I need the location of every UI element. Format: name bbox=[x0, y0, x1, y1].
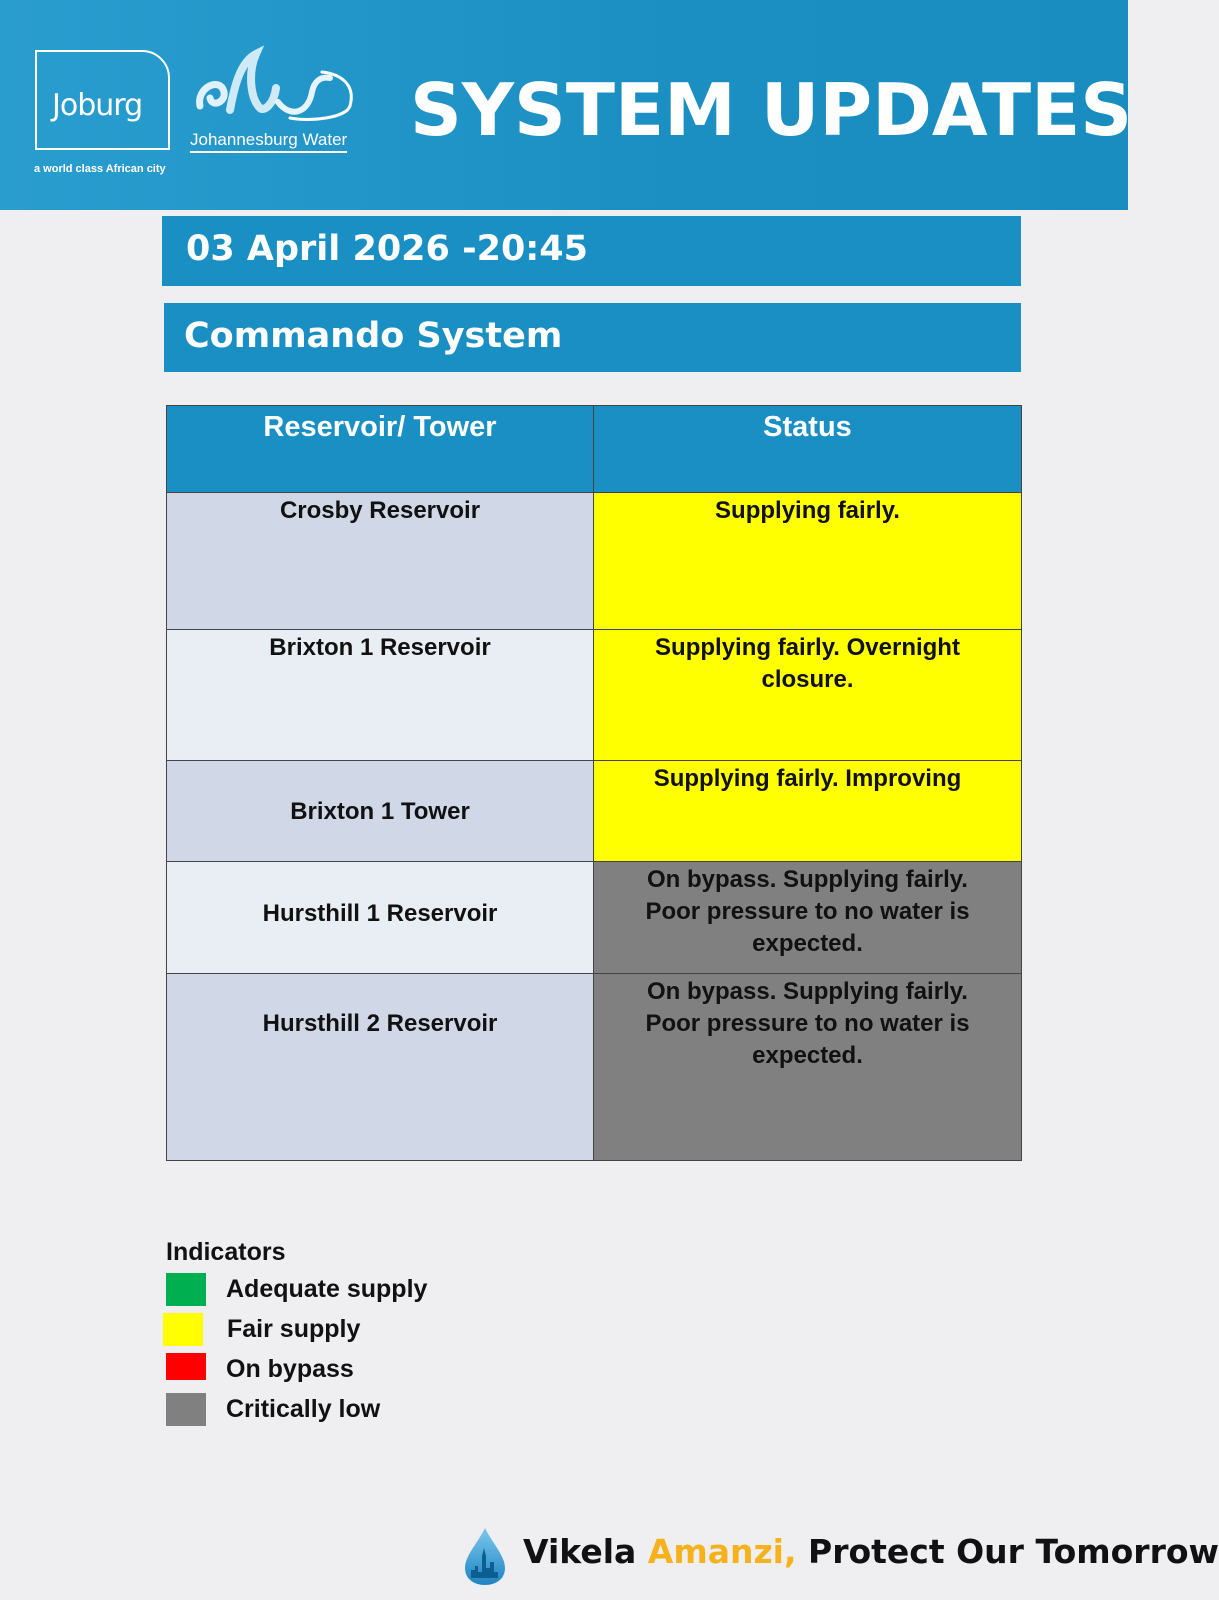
legend-label: Adequate supply bbox=[226, 1275, 428, 1303]
joburg-logo-text: Joburg bbox=[52, 88, 143, 123]
footer-text-accent: Amanzi, bbox=[647, 1532, 797, 1571]
reservoir-status: On bypass. Supplying fairly. Poor pressure to no water is expected. bbox=[594, 974, 1022, 1161]
system-name: Commando System bbox=[164, 303, 1021, 372]
column-header-reservoir: Reservoir/ Tower bbox=[167, 406, 594, 493]
legend-item-fair bbox=[166, 1313, 361, 1353]
table-row bbox=[167, 974, 1022, 1161]
legend-item-bypass bbox=[166, 1353, 354, 1393]
column-header-status: Status bbox=[594, 406, 1022, 493]
reservoir-status: Supplying fairly. bbox=[594, 493, 1022, 630]
legend-item-critical bbox=[166, 1393, 381, 1433]
reservoir-name: Brixton 1 Reservoir bbox=[167, 630, 594, 761]
legend-swatch bbox=[166, 1353, 206, 1380]
legend-title: Indicators bbox=[166, 1238, 286, 1266]
table-header-row bbox=[167, 406, 1022, 493]
footer-slogan bbox=[463, 1526, 1219, 1586]
joburg-logo bbox=[32, 48, 180, 178]
joburg-tagline: a world class African city bbox=[34, 163, 166, 175]
header-banner bbox=[0, 0, 1133, 210]
reservoir-status: On bypass. Supplying fairly. Poor pressure to no water is expected. bbox=[594, 862, 1022, 974]
indicators-legend bbox=[166, 1238, 428, 1433]
table-row bbox=[167, 493, 1022, 630]
reservoir-status: Supplying fairly. Overnight closure. bbox=[594, 630, 1022, 761]
table-row bbox=[167, 761, 1022, 862]
legend-label: Critically low bbox=[226, 1395, 381, 1423]
reservoir-name: Brixton 1 Tower bbox=[167, 761, 594, 862]
reservoir-status: Supplying fairly. Improving bbox=[594, 761, 1022, 862]
page-title: SYSTEM UPDATES bbox=[410, 68, 1133, 152]
reservoir-name: Crosby Reservoir bbox=[167, 493, 594, 630]
footer-text-part3: Protect Our Tomorrow bbox=[796, 1532, 1219, 1571]
reservoir-name: Hursthill 1 Reservoir bbox=[167, 862, 594, 974]
water-wave-icon bbox=[190, 48, 370, 128]
water-drop-skyline-icon bbox=[463, 1526, 507, 1586]
legend-item-adequate bbox=[166, 1273, 428, 1313]
legend-label: On bypass bbox=[226, 1355, 354, 1383]
reservoir-name: Hursthill 2 Reservoir bbox=[167, 974, 594, 1161]
legend-swatch bbox=[166, 1393, 206, 1426]
legend-swatch bbox=[163, 1313, 203, 1346]
johannesburg-water-logo bbox=[190, 48, 370, 156]
table-row bbox=[167, 630, 1022, 761]
legend-label: Fair supply bbox=[227, 1315, 361, 1343]
johannesburg-water-text: Johannesburg Water bbox=[190, 130, 347, 153]
status-table bbox=[166, 405, 1022, 1161]
legend-swatch bbox=[166, 1273, 206, 1306]
footer-text bbox=[523, 1532, 1219, 1571]
table-row bbox=[167, 862, 1022, 974]
update-date: 03 April 2026 -20:45 bbox=[162, 216, 1021, 286]
footer-text-part1: Vikela bbox=[523, 1532, 648, 1571]
